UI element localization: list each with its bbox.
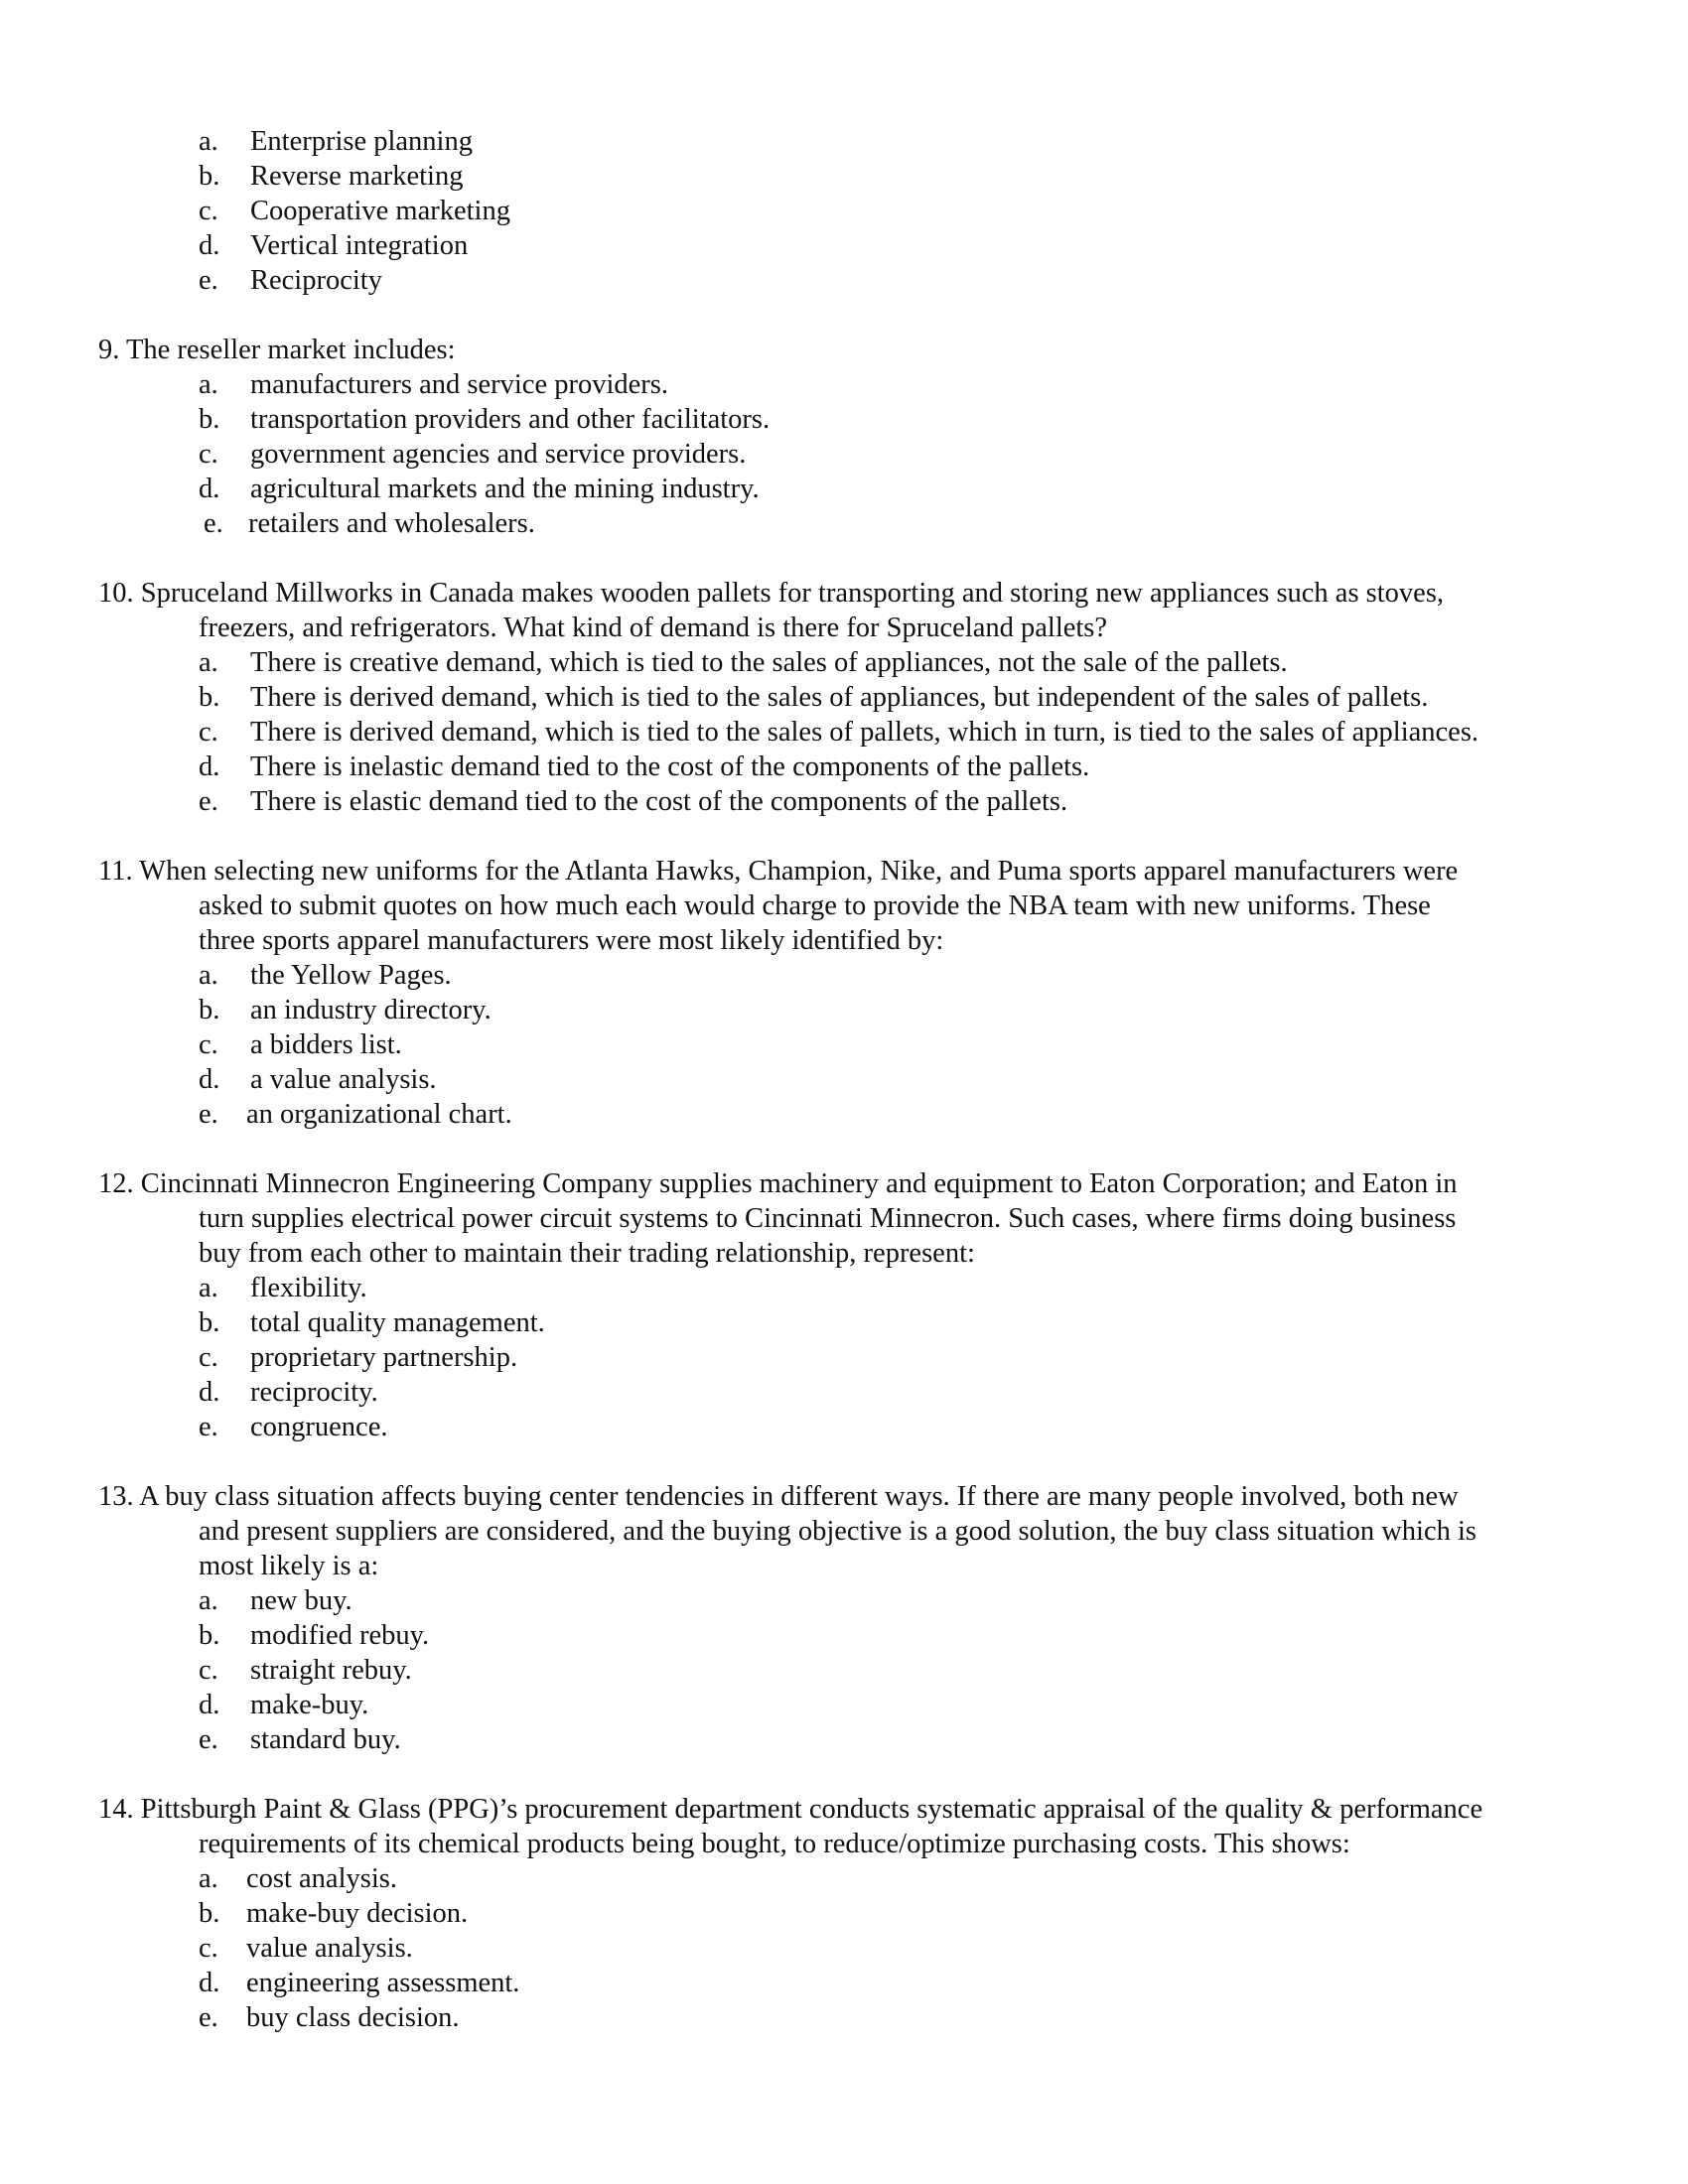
question-8 — [0, 124, 1688, 298]
question-stem: 14. Pittsburgh Paint & Glass (PPG)’s procurement department conducts systematic appraisal of the quality & performance — [98, 1794, 1483, 1825]
option-e: e. standard buy. — [199, 1724, 401, 1755]
option-d: d. agricultural markets and the mining industry. — [199, 474, 760, 504]
option-a: a. Enterprise planning — [199, 126, 473, 157]
option-d: d. a value analysis. — [199, 1064, 437, 1095]
question-stem-continued: and present suppliers are considered, and the buying objective is a good solution, the buy class situation which is — [199, 1516, 1477, 1547]
option-c: c. There is derived demand, which is tied to the sales of pallets, which in turn, is tied to the sales of appliances. — [199, 717, 1479, 748]
question-stem: 10. Spruceland Millworks in Canada makes wooden pallets for transporting and storing new appliances such as stoves, — [98, 578, 1445, 609]
question-stem-continued: turn supplies electrical power circuit systems to Cincinnati Minnecron. Such cases, where firms doing business — [199, 1203, 1457, 1234]
option-b: b. transportation providers and other facilitators. — [199, 404, 771, 435]
question-stem: 9. The reseller market includes: — [98, 335, 456, 365]
option-c: c. Cooperative marketing — [199, 196, 510, 226]
question-12 — [0, 1166, 1688, 1444]
question-9 — [0, 333, 1688, 541]
question-stem-continued: requirements of its chemical products being bought, to reduce/optimize purchasing costs. This shows: — [199, 1829, 1350, 1859]
question-stem: 13. A buy class situation affects buying center tendencies in different ways. If there are many people involved, both new — [98, 1481, 1459, 1512]
question-11 — [0, 854, 1688, 1132]
option-c: c. straight rebuy. — [199, 1655, 412, 1686]
option-e: e. an organizational chart. — [199, 1099, 512, 1130]
option-d: d. reciprocity. — [199, 1377, 378, 1408]
option-a: a. new buy. — [199, 1585, 352, 1616]
question-stem-continued: freezers, and refrigerators. What kind of demand is there for Spruceland pallets? — [199, 613, 1108, 643]
option-e: e. retailers and wholesalers. — [204, 508, 535, 539]
option-d: d. engineering assessment. — [199, 1968, 520, 1998]
question-13 — [0, 1479, 1688, 1757]
option-d: d. make-buy. — [199, 1690, 369, 1720]
option-b: b. There is derived demand, which is tied to the sales of appliances, but independent of the sales of pallets. — [199, 682, 1429, 713]
option-a: a. cost analysis. — [199, 1863, 397, 1894]
option-c: c. government agencies and service providers. — [199, 439, 747, 470]
question-stem-continued: buy from each other to maintain their trading relationship, represent: — [199, 1238, 975, 1269]
option-e: e. Reciprocity — [199, 265, 382, 296]
option-a: a. the Yellow Pages. — [199, 960, 452, 991]
option-e: e. There is elastic demand tied to the cost of the components of the pallets. — [199, 786, 1068, 817]
question-stem: 11. When selecting new uniforms for the Atlanta Hawks, Champion, Nike, and Puma sports apparel manufacturers were — [98, 856, 1459, 887]
option-b: b. modified rebuy. — [199, 1620, 430, 1651]
question-10 — [0, 576, 1688, 819]
option-c: c. proprietary partnership. — [199, 1342, 518, 1373]
question-14 — [0, 1792, 1688, 2035]
option-b: b. Reverse marketing — [199, 161, 464, 192]
option-b: b. total quality management. — [199, 1307, 545, 1338]
option-c: c. value analysis. — [199, 1933, 413, 1964]
option-a: a. manufacturers and service providers. — [199, 369, 668, 400]
option-a: a. There is creative demand, which is tied to the sales of appliances, not the sale of the pallets. — [199, 647, 1288, 678]
question-stem: 12. Cincinnati Minnecron Engineering Company supplies machinery and equipment to Eaton Corporation; and Eaton in — [98, 1168, 1458, 1199]
option-b: b. make-buy decision. — [199, 1898, 469, 1929]
option-d: d. Vertical integration — [199, 230, 469, 261]
question-stem-continued: most likely is a: — [199, 1551, 379, 1581]
option-b: b. an industry directory. — [199, 995, 492, 1025]
option-d: d. There is inelastic demand tied to the cost of the components of the pallets. — [199, 751, 1090, 782]
option-a: a. flexibility. — [199, 1273, 367, 1303]
option-e: e. buy class decision. — [199, 2002, 460, 2033]
question-stem-continued: three sports apparel manufacturers were most likely identified by: — [199, 925, 944, 956]
option-e: e. congruence. — [199, 1412, 388, 1442]
question-stem-continued: asked to submit quotes on how much each would charge to provide the NBA team with new uniforms. These — [199, 890, 1431, 921]
option-c: c. a bidders list. — [199, 1029, 402, 1060]
